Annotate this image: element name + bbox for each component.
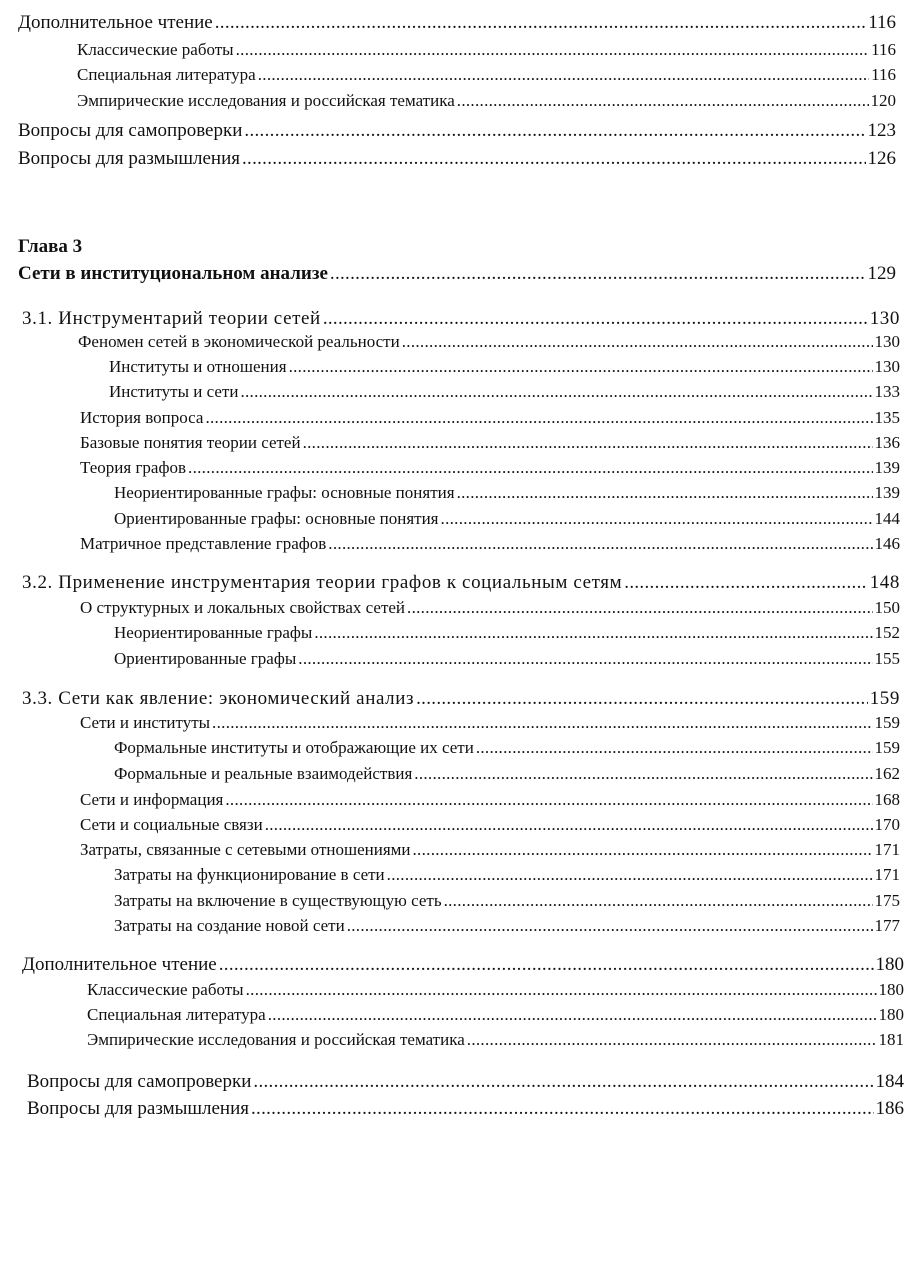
toc-entry-page: 116 <box>871 65 896 84</box>
toc-entry <box>80 459 900 476</box>
dot-leader <box>251 1099 874 1118</box>
toc-entry-title: Затраты, связанные с сетевыми отношениями <box>80 840 411 859</box>
toc-entry <box>80 816 900 833</box>
toc-entry-page: 171 <box>874 840 900 859</box>
toc-entry-page: 162 <box>874 764 900 783</box>
toc-entry-title: Ориентированные графы <box>114 649 297 668</box>
dot-leader <box>240 383 872 400</box>
toc-entry-title: Специальная литература <box>77 65 256 84</box>
toc-entry-page: 177 <box>874 916 900 935</box>
dot-leader <box>407 599 872 616</box>
dot-leader <box>414 765 872 782</box>
toc-entry-page: 126 <box>867 148 896 169</box>
dot-leader <box>476 739 873 756</box>
toc-entry-title: Затраты на создание новой сети <box>114 916 345 935</box>
toc-entry-title: Затраты на включение в существующую сеть <box>114 891 442 910</box>
toc-entry-page: 116 <box>868 12 896 33</box>
toc-entry-further-reading <box>22 955 904 974</box>
dot-leader <box>265 816 873 833</box>
toc-entry <box>114 765 900 782</box>
toc-entry-title: Специальная литература <box>87 1005 266 1024</box>
toc-entry <box>80 841 900 858</box>
toc-section-3-1 <box>22 309 900 328</box>
toc-entry-page: 123 <box>867 120 896 141</box>
toc-entry-classic-works-prev <box>77 41 896 58</box>
toc-entry-page: 130 <box>874 332 900 351</box>
toc-entry-page: 159 <box>869 688 900 709</box>
toc-entry <box>78 333 900 350</box>
toc-entry-title: Институты и отношения <box>109 357 287 376</box>
dot-leader <box>328 535 872 552</box>
toc-entry <box>114 624 900 641</box>
toc-entry-title: История вопроса <box>80 408 204 427</box>
toc-entry-title: Матричное представление графов <box>80 534 327 553</box>
toc-entry <box>80 714 900 731</box>
dot-leader <box>457 92 869 109</box>
toc-entry <box>80 599 900 616</box>
toc-entry-title: О структурных и локальных свойствах сетей <box>80 598 406 617</box>
toc-entry-title: Неориентированные графы <box>114 623 313 642</box>
section-title: 3.2. Применение инструментария теории графов к социальным сетям <box>22 572 623 593</box>
toc-entry-chapter-title <box>18 264 896 283</box>
dot-leader <box>246 981 877 998</box>
toc-entry-title: Вопросы для самопроверки <box>27 1071 252 1092</box>
dot-leader <box>387 866 873 883</box>
toc-entry <box>114 739 900 756</box>
toc-entry-self-check-prev <box>18 121 896 140</box>
toc-entry-page: 129 <box>867 263 896 284</box>
toc-entry-title: Теория графов <box>80 458 187 477</box>
toc-entry-title: Сети и социальные связи <box>80 815 263 834</box>
toc-section-3-3 <box>22 689 900 708</box>
toc-entry <box>80 434 900 451</box>
chapter-title: Сети в институциональном анализе <box>18 263 328 284</box>
dot-leader <box>330 264 866 283</box>
toc-entry-page: 130 <box>874 357 900 376</box>
dot-leader <box>215 13 866 32</box>
toc-entry <box>114 650 900 667</box>
dot-leader <box>413 841 873 858</box>
dot-leader <box>416 689 868 708</box>
toc-entry-page: 180 <box>875 954 904 975</box>
toc-entry-title: Вопросы для размышления <box>18 148 240 169</box>
toc-entry-title: Дополнительное чтение <box>18 12 213 33</box>
toc-entry-title: Формальные институты и отображающие их сети <box>114 738 474 757</box>
toc-entry-title: Институты и сети <box>109 382 239 401</box>
dot-leader <box>457 484 873 501</box>
toc-entry-special-literature-prev <box>77 66 896 83</box>
toc-entry-page: 184 <box>875 1071 904 1092</box>
dot-leader <box>289 358 873 375</box>
dot-leader <box>212 714 872 731</box>
toc-entry-page: 180 <box>878 980 904 999</box>
toc-entry-title: Эмпирические исследования и российская тематика <box>87 1030 465 1049</box>
toc-entry-page: 144 <box>874 509 900 528</box>
dot-leader <box>624 573 867 592</box>
dot-leader <box>402 333 873 350</box>
toc-entry-title: Эмпирические исследования и российская тематика <box>77 91 455 110</box>
toc-entry <box>114 866 900 883</box>
toc-entry-page: 170 <box>874 815 900 834</box>
section-title: 3.3. Сети как явление: экономический анализ <box>22 688 415 709</box>
toc-entry-page: 180 <box>878 1005 904 1024</box>
dot-leader <box>314 624 872 641</box>
toc-entry-page: 148 <box>869 572 900 593</box>
toc-entry-page: 135 <box>874 408 900 427</box>
toc-entry-reflection <box>27 1099 904 1118</box>
toc-entry <box>80 535 900 552</box>
toc-entry-title: Базовые понятия теории сетей <box>80 433 301 452</box>
toc-entry-title: Сети и институты <box>80 713 211 732</box>
toc-entry-page: 175 <box>874 891 900 910</box>
chapter-label: Глава 3 <box>18 236 83 257</box>
toc-entry-page: 116 <box>871 40 896 59</box>
toc-entry-page: 168 <box>874 790 900 809</box>
toc-entry-title: Затраты на функционирование в сети <box>114 865 385 884</box>
toc-entry-self-check <box>27 1072 904 1091</box>
dot-leader <box>219 955 874 974</box>
dot-leader <box>467 1031 877 1048</box>
dot-leader <box>441 510 873 527</box>
toc-entry-page: 181 <box>878 1030 904 1049</box>
dot-leader <box>242 149 866 168</box>
toc-entry <box>114 917 900 934</box>
toc-entry-title: Формальные и реальные взаимодействия <box>114 764 413 783</box>
toc-entry-page: 139 <box>874 483 900 502</box>
dot-leader <box>244 121 865 140</box>
toc-entry-title: Ориентированные графы: основные понятия <box>114 509 439 528</box>
dot-leader <box>347 917 873 934</box>
toc-entry <box>109 358 900 375</box>
toc-entry <box>114 510 900 527</box>
toc-entry-empirical-studies-prev <box>77 92 896 109</box>
toc-entry-title: Неориентированные графы: основные понятия <box>114 483 455 502</box>
toc-entry-classic-works <box>87 981 904 998</box>
toc-entry-page: 120 <box>870 91 896 110</box>
toc-entry-page: 152 <box>874 623 900 642</box>
toc-entry-page: 136 <box>874 433 900 452</box>
toc-entry-further-reading-prev <box>18 13 896 32</box>
dot-leader <box>298 650 872 667</box>
dot-leader <box>303 434 873 451</box>
dot-leader <box>323 309 868 328</box>
toc-entry-reflection-prev <box>18 149 896 168</box>
toc-entry-page: 133 <box>874 382 900 401</box>
toc-entry-title: Дополнительное чтение <box>22 954 217 975</box>
dot-leader <box>444 892 873 909</box>
toc-entry-title: Классические работы <box>87 980 244 999</box>
dot-leader <box>205 409 872 426</box>
toc-entry <box>80 791 900 808</box>
dot-leader <box>268 1006 877 1023</box>
toc-entry-page: 130 <box>869 308 900 329</box>
toc-entry <box>114 892 900 909</box>
toc-entry-page: 159 <box>874 713 900 732</box>
toc-entry-page: 146 <box>874 534 900 553</box>
dot-leader <box>253 1072 873 1091</box>
toc-entry-page: 155 <box>874 649 900 668</box>
toc-entry <box>80 409 900 426</box>
toc-entry-title: Феномен сетей в экономической реальности <box>78 332 400 351</box>
toc-entry-title: Сети и информация <box>80 790 224 809</box>
dot-leader <box>236 41 870 58</box>
dot-leader <box>225 791 872 808</box>
toc-entry <box>109 383 900 400</box>
dot-leader <box>188 459 872 476</box>
toc-section-3-2 <box>22 573 900 592</box>
toc-entry-title: Вопросы для размышления <box>27 1098 249 1119</box>
toc-entry <box>114 484 900 501</box>
toc-entry-page: 139 <box>874 458 900 477</box>
toc-entry-title: Вопросы для самопроверки <box>18 120 243 141</box>
toc-entry-page: 171 <box>874 865 900 884</box>
section-title: 3.1. Инструментарий теории сетей <box>22 308 321 329</box>
toc-entry-title: Классические работы <box>77 40 234 59</box>
toc-entry-page: 186 <box>875 1098 904 1119</box>
dot-leader <box>258 66 869 83</box>
toc-entry-special-literature <box>87 1006 904 1023</box>
toc-entry-empirical-studies <box>87 1031 904 1048</box>
toc-entry-page: 159 <box>874 738 900 757</box>
toc-entry-page: 150 <box>874 598 900 617</box>
